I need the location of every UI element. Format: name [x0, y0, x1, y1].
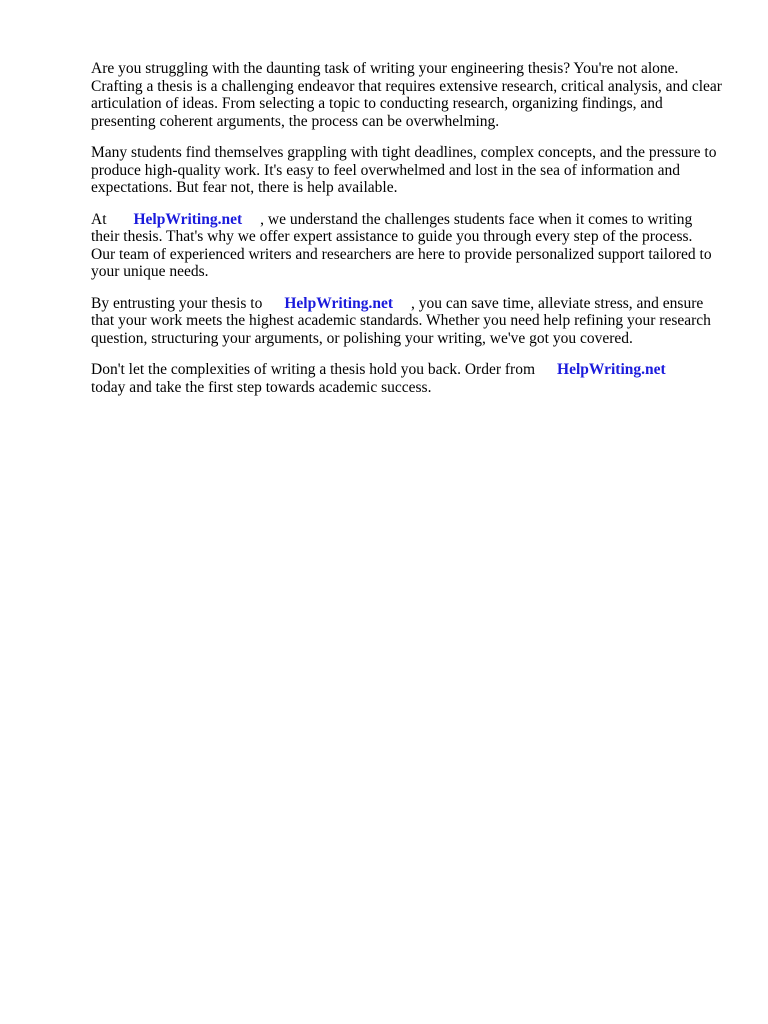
text-line: produce high-quality work. It's easy to feel overwhelmed and lost in the sea of information and [91, 161, 681, 179]
helpwriting-link-3[interactable]: HelpWriting.net [557, 361, 666, 378]
document-page [91, 60, 731, 410]
text-fragment: At [91, 210, 107, 228]
text-fragment: , we understand the challenges students face when it comes to writing [260, 210, 693, 228]
text-line: that your work meets the highest academic standards. Whether you need help refining your research [91, 312, 711, 329]
text-line: your unique needs. [91, 263, 209, 280]
paragraph-call-to-action [91, 361, 731, 396]
text-line: Our team of experienced writers and researchers are here to provide personalized support tailored to [91, 245, 712, 263]
text-fragment: By entrusting your thesis to [91, 294, 263, 312]
paragraph-struggles [91, 144, 731, 197]
text-line [91, 361, 731, 379]
paragraph-benefits [91, 295, 731, 348]
helpwriting-link-2[interactable]: HelpWriting.net [284, 294, 394, 312]
text-line: today and take the first step towards academic success. [91, 378, 432, 396]
text-line: Are you struggling with the daunting task of writing your engineering thesis? You're not alone. [91, 60, 679, 77]
text-line [91, 211, 731, 229]
helpwriting-link-1[interactable]: HelpWriting.net [133, 210, 243, 228]
text-line: presenting coherent arguments, the process can be overwhelming. [91, 112, 500, 130]
paragraph-intro [91, 60, 731, 130]
text-line: their thesis. That's why we offer expert assistance to guide you through every step of the process. [91, 228, 693, 245]
text-fragment: Don't let the complexities of writing a thesis hold you back. Order from [91, 361, 536, 378]
text-line: Many students find themselves grappling with tight deadlines, complex concepts, and the pressure to [91, 144, 717, 161]
text-line: Crafting a thesis is a challenging endeavor that requires extensive research, critical analysis, and clear [91, 77, 722, 95]
text-fragment: , you can save time, alleviate stress, and ensure [411, 294, 704, 312]
text-line: expectations. But fear not, there is help available. [91, 179, 398, 196]
paragraph-offer [91, 211, 731, 281]
text-line [91, 295, 731, 313]
text-line: question, structuring your arguments, or polishing your writing, we've got you covered. [91, 329, 633, 347]
text-line: articulation of ideas. From selecting a topic to conducting research, organizing findings, and [91, 95, 663, 112]
